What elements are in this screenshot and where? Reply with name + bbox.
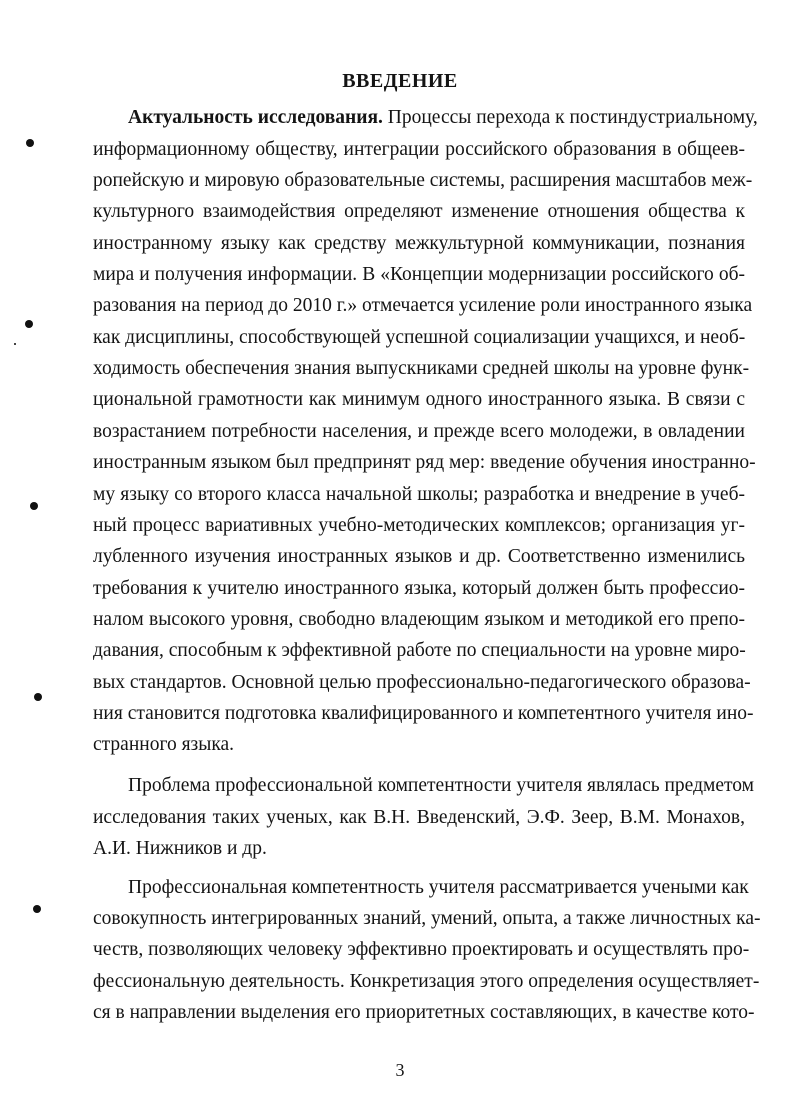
text-line: Проблема профессиональной компетентности учителя являлась предметом (128, 775, 754, 796)
margin-dot (33, 905, 41, 913)
text-line: ния становится подготовка квалифицированного и компетентного учителя ино- (93, 703, 754, 724)
text-line: Профессиональная компетентность учителя рассматривается учеными как (128, 877, 749, 898)
text-line: лубленного изучения иностранных языков и др. Соответственно изменились (93, 546, 745, 567)
text-line: возрастанием потребности населения, и прежде всего молодежи, в овладении (93, 421, 745, 442)
page-number: 3 (395, 1060, 405, 1080)
text-line: фессиональную деятельность. Конкретизация этого определения осуществляет- (93, 971, 760, 992)
text-line: му языку со второго класса начальной школы; разработка и внедрение в учеб- (93, 484, 745, 505)
text-line: давания, способным к эффективной работе по специальности на уровне миро- (93, 640, 746, 661)
text-line: налом высокого уровня, свободно владеющим языком и методикой его препо- (93, 609, 745, 630)
text-line: иностранному языку как средству межкультурной коммуникации, познания (93, 233, 745, 254)
margin-dot (26, 139, 34, 147)
text-line: как дисциплины, способствующей успешной социализации учащихся, и необ- (93, 327, 746, 348)
text-line: мира и получения информации. В «Концепции модернизации российского об- (93, 264, 745, 285)
text-line: ходимость обеспечения знания выпускниками средней школы на уровне функ- (93, 358, 750, 379)
text-line: требования к учителю иностранного языка, который должен быть профессио- (93, 578, 745, 599)
text-line: А.И. Нижников и др. (93, 838, 267, 859)
text-line: циональной грамотности как минимум одного иностранного языка. В связи с (93, 389, 745, 410)
text-line: информационному обществу, интеграции российского образования в общеев- (93, 139, 745, 160)
text-line (128, 103, 758, 133)
text-line: ропейскую и мировую образовательные системы, расширения масштабов меж- (93, 170, 753, 191)
text-line: исследования таких ученых, как В.Н. Введенский, Э.Ф. Зеер, В.М. Монахов, (93, 807, 745, 828)
text-line: вых стандартов. Основной целью профессионально-педагогического образова- (93, 672, 751, 693)
text-line: честв, позволяющих человеку эффективно проектировать и осуществлять про- (93, 939, 750, 960)
margin-dot (34, 693, 42, 701)
text-line: культурного взаимодействия определяют изменение отношения общества к (93, 201, 745, 222)
lead-phrase: Актуальность исследования. (128, 107, 383, 128)
text-line: ный процесс вариативных учебно-методических комплексов; организация уг- (93, 515, 745, 536)
text-line: ся в направлении выделения его приоритетных составляющих, в качестве кото- (93, 1002, 755, 1023)
margin-dot (30, 502, 38, 510)
text-line: разования на период до 2010 г.» отмечается усиление роли иностранного языка (93, 295, 753, 316)
margin-dot (25, 320, 33, 328)
text-line: совокупность интегрированных знаний, умений, опыта, а также личностных ка- (93, 908, 761, 929)
page-title: ВВЕДЕНИЕ (342, 70, 458, 92)
text-line: странного языка. (93, 734, 235, 755)
text-line: иностранным языком был предпринят ряд мер: введение обучения иностранно- (93, 452, 756, 473)
margin-speck (14, 343, 16, 345)
text-run: Процессы перехода к постиндустриальному, (382, 107, 758, 128)
